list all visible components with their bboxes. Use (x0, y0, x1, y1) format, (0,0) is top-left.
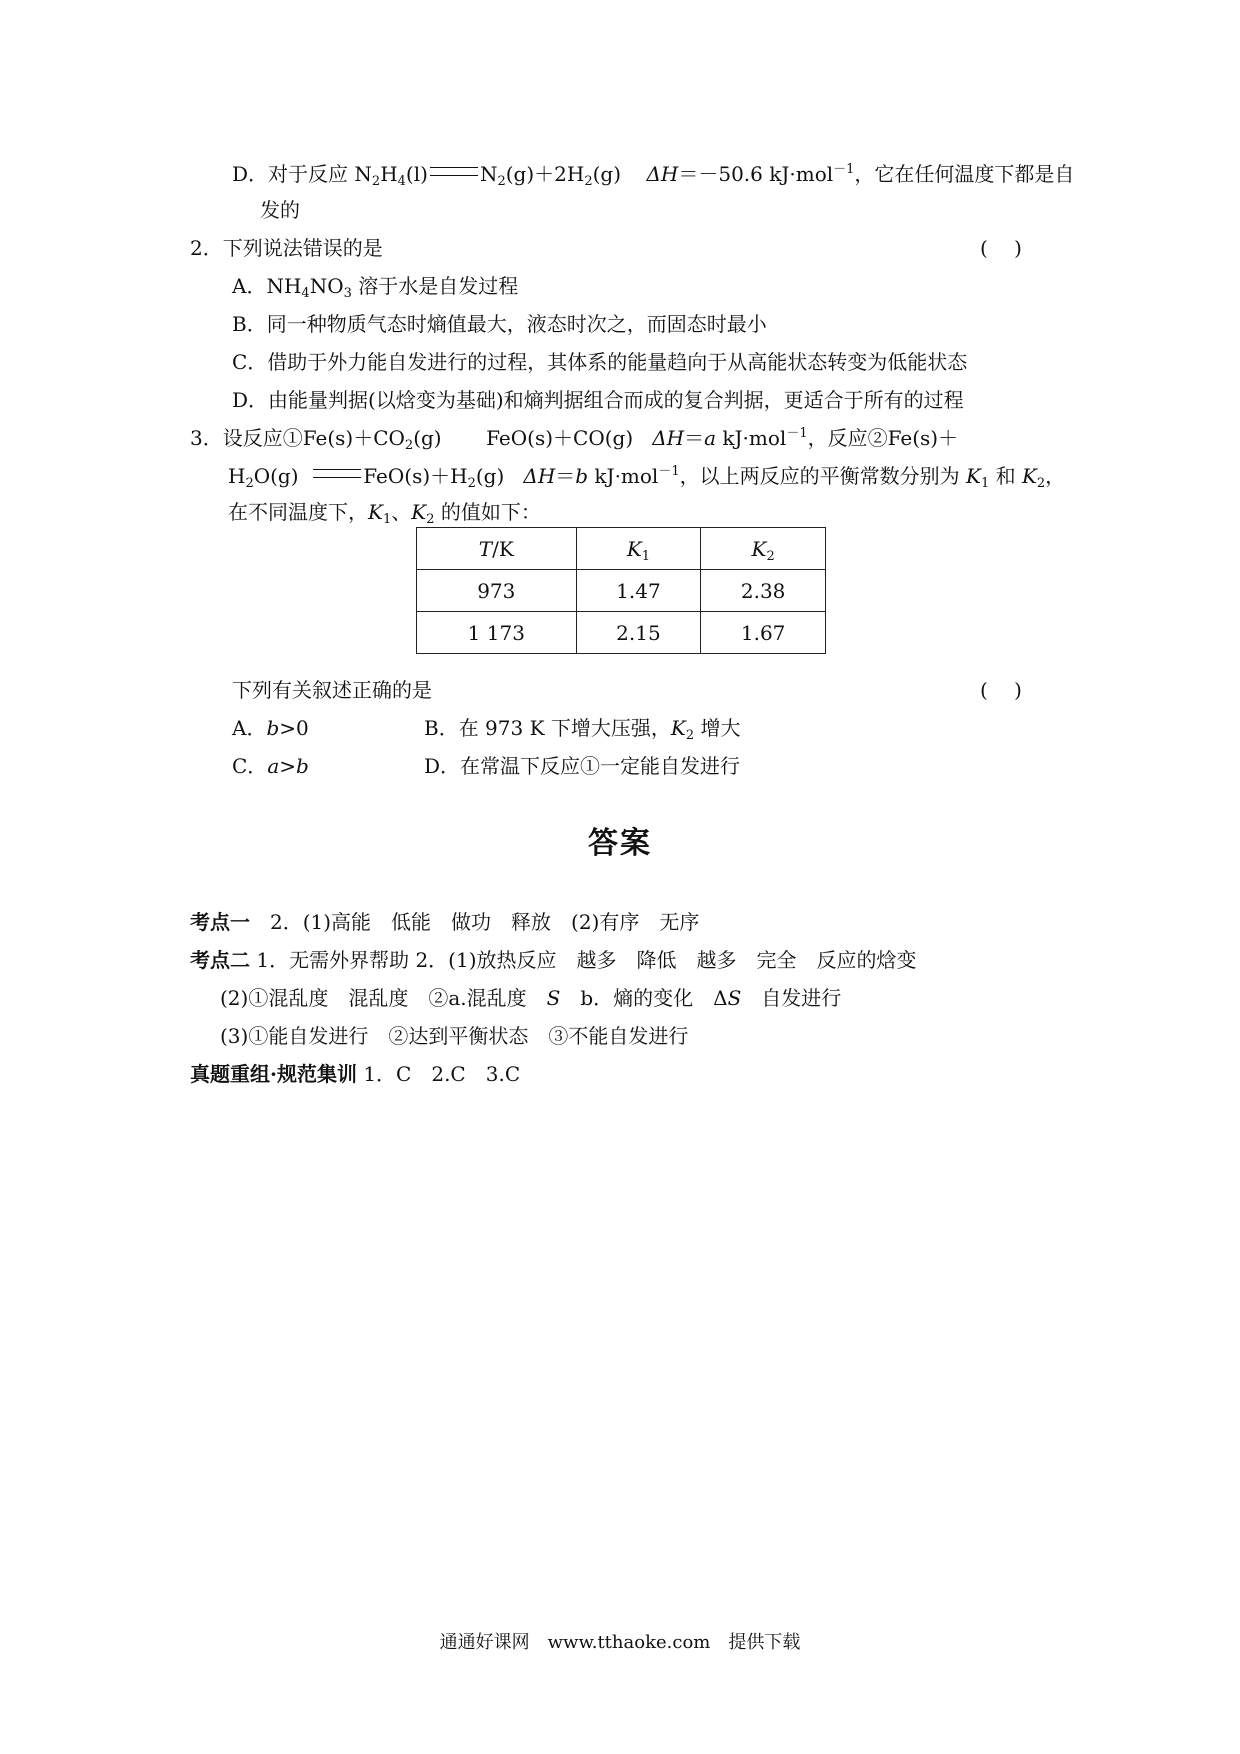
q3-option-c: C．a>b (232, 754, 309, 778)
q2-stem: 2．下列说法错误的是 (190, 236, 383, 260)
answer-zhenti: 真题重组·规范集训 1．C 2.C 3.C (190, 1062, 521, 1086)
table-row (417, 612, 826, 654)
q3-stem-line3: 在不同温度下，$K_1$、$K_2$ 的值如下： (228, 500, 541, 527)
answer-kaodian-2-line3: (3)①能自发进行 ②达到平衡状态 ③不能自发进行 (220, 1024, 689, 1048)
table-cell: 2.15 (576, 612, 701, 654)
q1-option-d-line2: 发的 (260, 198, 300, 222)
answer-kaodian-2: 考点二 1．无需外界帮助 2．(1)放热反应 越多 降低 越多 完全 反应的焓变 (190, 948, 917, 972)
equals-arrow-icon (430, 167, 478, 176)
table-cell: 973 (417, 570, 577, 612)
q3-stem-line1: 3．设反应$①Fe(s)+CO_2(g)$ FeO(s)＋CO(g) ΔH＝a kJ·mol$^{-1}$，反应②Fe(s)＋ (190, 426, 959, 453)
q2-answer-blank: ( ) (980, 236, 1022, 260)
q3-answer-blank: ( ) (980, 678, 1022, 702)
q3-stem-line2: $H_2O(g)$ $FeO(s)+H_2(g)$ ΔH＝b kJ·mol$^{-1}$，以上两反应的平衡常数分别为 $K_1$ 和 $K_2$， (228, 464, 1066, 491)
q3-option-b: B．在 973 K 下增大压强，$K_2$ 增大 (424, 716, 741, 743)
equals-arrow-icon (313, 469, 361, 478)
q3-option-a: A．b>0 (232, 716, 309, 740)
footer-source: 通通好课网 www.tthaoke.com 提供下载 (439, 1632, 801, 1653)
table-row (417, 570, 826, 612)
answer-kaodian-2-line2: (2)①混乱度 混乱度 ②a.混乱度 S b．熵的变化 ΔS 自发进行 (220, 986, 842, 1010)
q2-option-b: B．同一种物质气态时熵值最大，液态时次之，而固态时最小 (232, 312, 767, 336)
table-cell: 2.38 (701, 570, 826, 612)
q3-stem2: 下列有关叙述正确的是 (232, 678, 432, 702)
answer-kaodian-1: 考点一 2．(1)高能 低能 做功 释放 (2)有序 无序 (190, 910, 700, 934)
table-cell: 1.47 (576, 570, 701, 612)
table-header-row (417, 528, 826, 570)
q3-option-d: D．在常温下反应①一定能自发进行 (424, 754, 741, 778)
q1-option-d-line1: D．对于反应 $N_2H_4(l)$ $N_2(g)+2H_2(g)$ ΔH＝－50.6 kJ·mol$^{-1}$，它在任何温度下都是自 (232, 162, 1075, 189)
equilibrium-constant-table (416, 527, 826, 654)
table-header-cell: T/K (417, 528, 577, 570)
q2-option-a: A．$NH_4NO_3$ 溶于水是自发过程 (232, 274, 519, 301)
table-header-cell: $K_2$ (701, 528, 826, 570)
q2-option-c: C．借助于外力能自发进行的过程，其体系的能量趋向于从高能状态转变为低能状态 (232, 350, 968, 374)
table-cell: 1 173 (417, 612, 577, 654)
table-cell: 1.67 (701, 612, 826, 654)
q2-option-d: D．由能量判据(以焓变为基础)和熵判据组合而成的复合判据，更适合于所有的过程 (232, 388, 964, 412)
table-header-cell: $K_1$ (576, 528, 701, 570)
answers-title: 答案 (588, 826, 652, 861)
